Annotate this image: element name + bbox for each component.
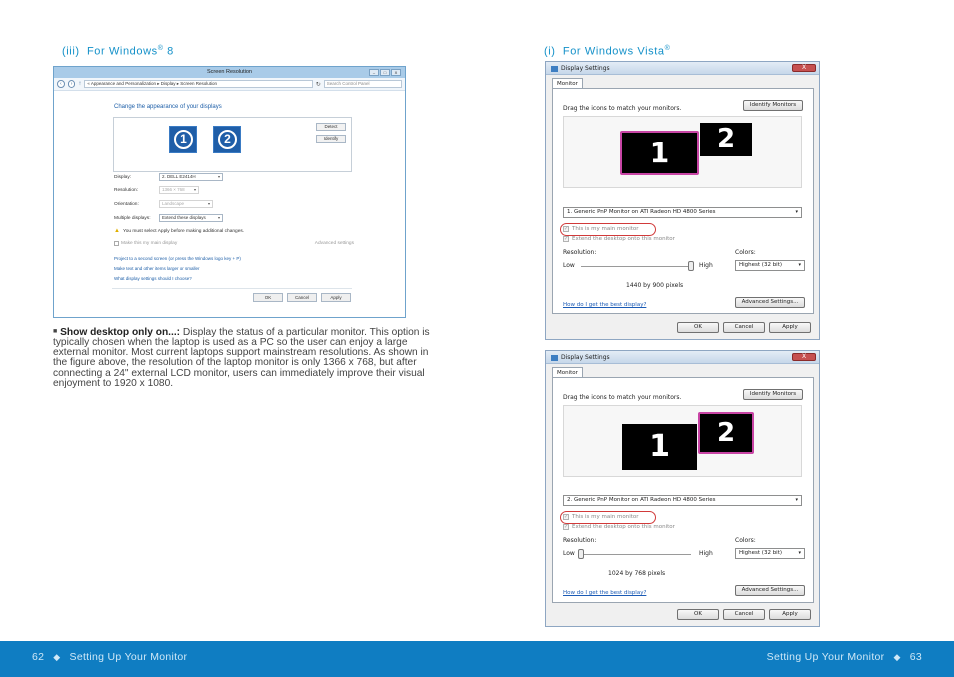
high-label: High xyxy=(699,262,713,269)
detect-button[interactable]: Detect xyxy=(316,123,346,131)
page-number-left: 62 xyxy=(32,651,45,663)
extend-desktop-checkbox[interactable]: ✓ xyxy=(564,236,569,242)
colors-value: Highest (32 bit) xyxy=(739,262,783,268)
display-icon xyxy=(551,66,558,72)
low-label: Low xyxy=(563,550,575,557)
bullet-title: Show desktop only on...: xyxy=(60,326,181,338)
main-monitor-label: This is my main monitor xyxy=(572,226,639,232)
ok-button[interactable]: OK xyxy=(677,609,719,620)
resolution-slider-thumb[interactable] xyxy=(578,549,584,559)
heading-title: For Windows xyxy=(86,45,158,58)
main-monitor-checkbox[interactable]: ✓ xyxy=(564,514,569,520)
monitor-tab-panel xyxy=(552,377,814,603)
main-display-row xyxy=(114,241,354,246)
display-row xyxy=(114,173,223,181)
resolution-slider-track[interactable] xyxy=(581,266,691,267)
ok-button[interactable]: OK xyxy=(253,293,283,302)
resolution-slider-track[interactable] xyxy=(581,554,691,555)
orientation-row xyxy=(114,200,213,208)
monitor-select-value: 1. Generic PnP Monitor on ATI Radeon HD 4800 Series xyxy=(567,209,716,215)
minimize-button[interactable]: – xyxy=(369,69,379,76)
tab-monitor[interactable]: Monitor xyxy=(552,367,583,378)
vista-display-settings-dialog-2 xyxy=(545,350,820,627)
warning-text: You must select Apply before making additional changes. xyxy=(122,228,245,234)
up-arrow-icon[interactable]: ↑ xyxy=(78,81,82,87)
main-monitor-row xyxy=(563,226,639,232)
main-monitor-row xyxy=(563,514,639,520)
display-label: Display: xyxy=(114,174,132,180)
section-heading-windows-vista xyxy=(544,45,670,58)
resolution-slider-thumb[interactable] xyxy=(688,261,694,271)
extend-desktop-checkbox[interactable]: ✓ xyxy=(564,524,569,530)
cancel-button[interactable]: Cancel xyxy=(723,322,765,333)
heading-prefix: (iii) xyxy=(62,45,80,58)
display-settings-help-link[interactable]: What display settings should I choose? xyxy=(114,276,192,281)
registered-mark: ® xyxy=(664,45,671,52)
monitor-arrangement-area[interactable] xyxy=(563,405,802,477)
apply-button[interactable]: Apply xyxy=(769,609,811,620)
main-monitor-checkbox[interactable]: ✓ xyxy=(564,226,569,232)
resolution-label: Resolution: xyxy=(563,537,597,544)
close-button[interactable]: X xyxy=(792,353,816,361)
drag-instruction: Drag the icons to match your monitors. xyxy=(563,105,682,112)
monitor-1-tile[interactable] xyxy=(169,126,197,153)
close-button[interactable]: X xyxy=(391,69,401,76)
multiple-displays-select[interactable] xyxy=(159,214,223,222)
registered-mark: ® xyxy=(157,45,164,52)
chevron-down-icon: ▾ xyxy=(798,262,801,268)
display-select[interactable] xyxy=(159,173,223,181)
footer-section-left: Setting Up Your Monitor xyxy=(69,651,188,663)
extend-desktop-label: Extend the desktop onto this monitor xyxy=(572,524,675,530)
apply-button[interactable]: Apply xyxy=(769,322,811,333)
monitor-1-tile[interactable]: 1 xyxy=(622,424,697,470)
extend-desktop-row xyxy=(563,524,675,530)
heading-prefix: (i) xyxy=(544,45,556,58)
apply-button[interactable]: Apply xyxy=(321,293,351,302)
dialog-title-bar xyxy=(546,351,819,364)
best-display-link[interactable]: How do I get the best display? xyxy=(563,302,647,308)
drag-instruction: Drag the icons to match your monitors. xyxy=(563,394,682,401)
identify-button[interactable]: Identify xyxy=(316,135,346,143)
vista-display-settings-dialog-1 xyxy=(545,61,820,340)
resolution-row xyxy=(114,186,199,194)
bullet-text: Display the status of a particular monitor. This option is typically chosen when the laptop is used as a PC so the user can enjoy a large external monitor. Most current laptops support mainstream resolutions. As shown in the figure above, the resolution of the laptop monitor is only 1366 x 768, but after connecting a 24" external LCD monitor, users can immediately improve their visual enjoyment to 1920 x 1080. xyxy=(53,326,430,389)
multiple-displays-label: Multiple displays: xyxy=(114,215,151,221)
resolution-label: Resolution: xyxy=(114,187,138,193)
breadcrumb[interactable]: « Appearance and Personalization ▸ Display ▸ Screen Resolution xyxy=(84,80,312,88)
chevron-down-icon: ▾ xyxy=(795,209,798,215)
window-title-bar xyxy=(54,67,405,78)
selected-monitor-highlight xyxy=(698,412,754,454)
warning-row xyxy=(114,228,244,234)
identify-monitors-button[interactable]: Identify Monitors xyxy=(743,389,803,400)
chevron-down-icon: ▾ xyxy=(217,174,220,179)
advanced-settings-button[interactable]: Advanced Settings... xyxy=(735,297,805,308)
resolution-select[interactable] xyxy=(159,186,199,194)
display-arrangement-panel[interactable] xyxy=(113,117,352,172)
back-arrow-icon[interactable]: ‹ xyxy=(57,80,65,88)
monitor-arrangement-area[interactable] xyxy=(563,116,802,188)
page-number-right: 63 xyxy=(909,651,922,663)
footer-right xyxy=(767,651,922,663)
resolution-value: 1366 × 768 xyxy=(162,187,185,192)
warning-icon: ▲ xyxy=(114,228,120,234)
display-icon xyxy=(551,355,558,361)
window-title: Screen Resolution xyxy=(207,69,252,75)
advanced-settings-link[interactable]: Advanced settings xyxy=(314,241,354,246)
cancel-button[interactable]: Cancel xyxy=(723,609,765,620)
dialog-title: Display Settings xyxy=(561,354,610,361)
identify-monitors-button[interactable]: Identify Monitors xyxy=(743,100,803,111)
orientation-select[interactable] xyxy=(159,200,213,208)
diamond-icon: ◆ xyxy=(53,652,61,662)
dialog-title-bar xyxy=(546,62,819,75)
extend-desktop-row xyxy=(563,236,675,242)
cancel-button[interactable]: Cancel xyxy=(287,293,317,302)
text-larger-link[interactable]: Make text and other items larger or smaller xyxy=(114,266,200,271)
address-bar xyxy=(54,78,405,91)
heading-suffix: 8 xyxy=(163,45,174,58)
bullet-marker: ■ xyxy=(53,328,58,335)
low-label: Low xyxy=(563,262,575,269)
close-button[interactable]: X xyxy=(792,64,816,72)
chevron-down-icon: ▾ xyxy=(795,497,798,503)
refresh-icon[interactable]: ↻ xyxy=(315,81,321,88)
resolution-pixels: 1024 by 768 pixels xyxy=(608,570,666,577)
best-display-link[interactable]: How do I get the best display? xyxy=(563,590,647,596)
resolution-pixels: 1440 by 900 pixels xyxy=(626,282,684,289)
monitor-number: 1 xyxy=(174,130,193,149)
colors-label: Colors: xyxy=(735,249,756,256)
ok-button[interactable]: OK xyxy=(677,322,719,333)
heading-title: For Windows Vista xyxy=(562,45,665,58)
chevron-down-icon: ▾ xyxy=(798,550,801,556)
multiple-displays-row xyxy=(114,214,223,222)
colors-select[interactable] xyxy=(735,548,805,559)
show-desktop-paragraph xyxy=(53,327,431,389)
monitor-2-tile[interactable] xyxy=(213,126,241,153)
page-title: Change the appearance of your displays xyxy=(114,104,222,110)
monitor-select[interactable] xyxy=(563,207,802,218)
monitor-tab-panel xyxy=(552,88,814,314)
footer-section-right: Setting Up Your Monitor xyxy=(766,651,885,663)
monitor-number: 2 xyxy=(218,130,237,149)
main-display-label: Make this my main display xyxy=(121,241,178,246)
maximize-button[interactable]: □ xyxy=(380,69,390,76)
section-heading-windows-8 xyxy=(62,45,174,58)
orientation-value: Landscape xyxy=(162,201,185,206)
resolution-label: Resolution: xyxy=(563,249,597,256)
colors-label: Colors: xyxy=(735,537,756,544)
win8-screen-resolution-window xyxy=(53,66,406,318)
colors-value: Highest (32 bit) xyxy=(739,550,783,556)
page-footer xyxy=(0,641,954,677)
high-label: High xyxy=(699,550,713,557)
forward-arrow-icon[interactable]: › xyxy=(68,80,76,88)
colors-select[interactable] xyxy=(735,260,805,271)
monitor-select-value: 2. Generic PnP Monitor on ATI Radeon HD 4800 Series xyxy=(567,497,716,503)
monitor-select[interactable] xyxy=(563,495,802,506)
monitor-2-tile[interactable]: 2 xyxy=(700,123,752,156)
search-input[interactable]: Search Control Panel xyxy=(324,80,402,88)
main-monitor-label: This is my main monitor xyxy=(572,514,639,520)
footer-left xyxy=(32,651,187,663)
tab-monitor[interactable]: Monitor xyxy=(552,78,583,89)
window-controls xyxy=(369,69,401,76)
multiple-displays-value: Extend these displays xyxy=(162,215,206,220)
chevron-down-icon: ▾ xyxy=(193,187,196,192)
monitor-1-tile[interactable]: 1 xyxy=(622,133,697,173)
advanced-settings-button[interactable]: Advanced Settings... xyxy=(735,585,805,596)
orientation-label: Orientation: xyxy=(114,201,139,207)
dialog-title: Display Settings xyxy=(561,65,610,72)
diamond-icon: ◆ xyxy=(893,652,901,662)
display-value: 2. DELL E2414H xyxy=(162,174,196,179)
monitor-2-tile[interactable]: 2 xyxy=(700,414,752,452)
selected-monitor-highlight xyxy=(620,131,699,175)
project-second-screen-link[interactable]: Project to a second screen (or press the Windows logo key + P) xyxy=(114,256,241,261)
main-display-checkbox[interactable] xyxy=(114,241,119,246)
extend-desktop-label: Extend the desktop onto this monitor xyxy=(572,236,675,242)
divider xyxy=(112,288,352,289)
chevron-down-icon: ▾ xyxy=(217,215,220,220)
chevron-down-icon: ▾ xyxy=(207,201,210,206)
